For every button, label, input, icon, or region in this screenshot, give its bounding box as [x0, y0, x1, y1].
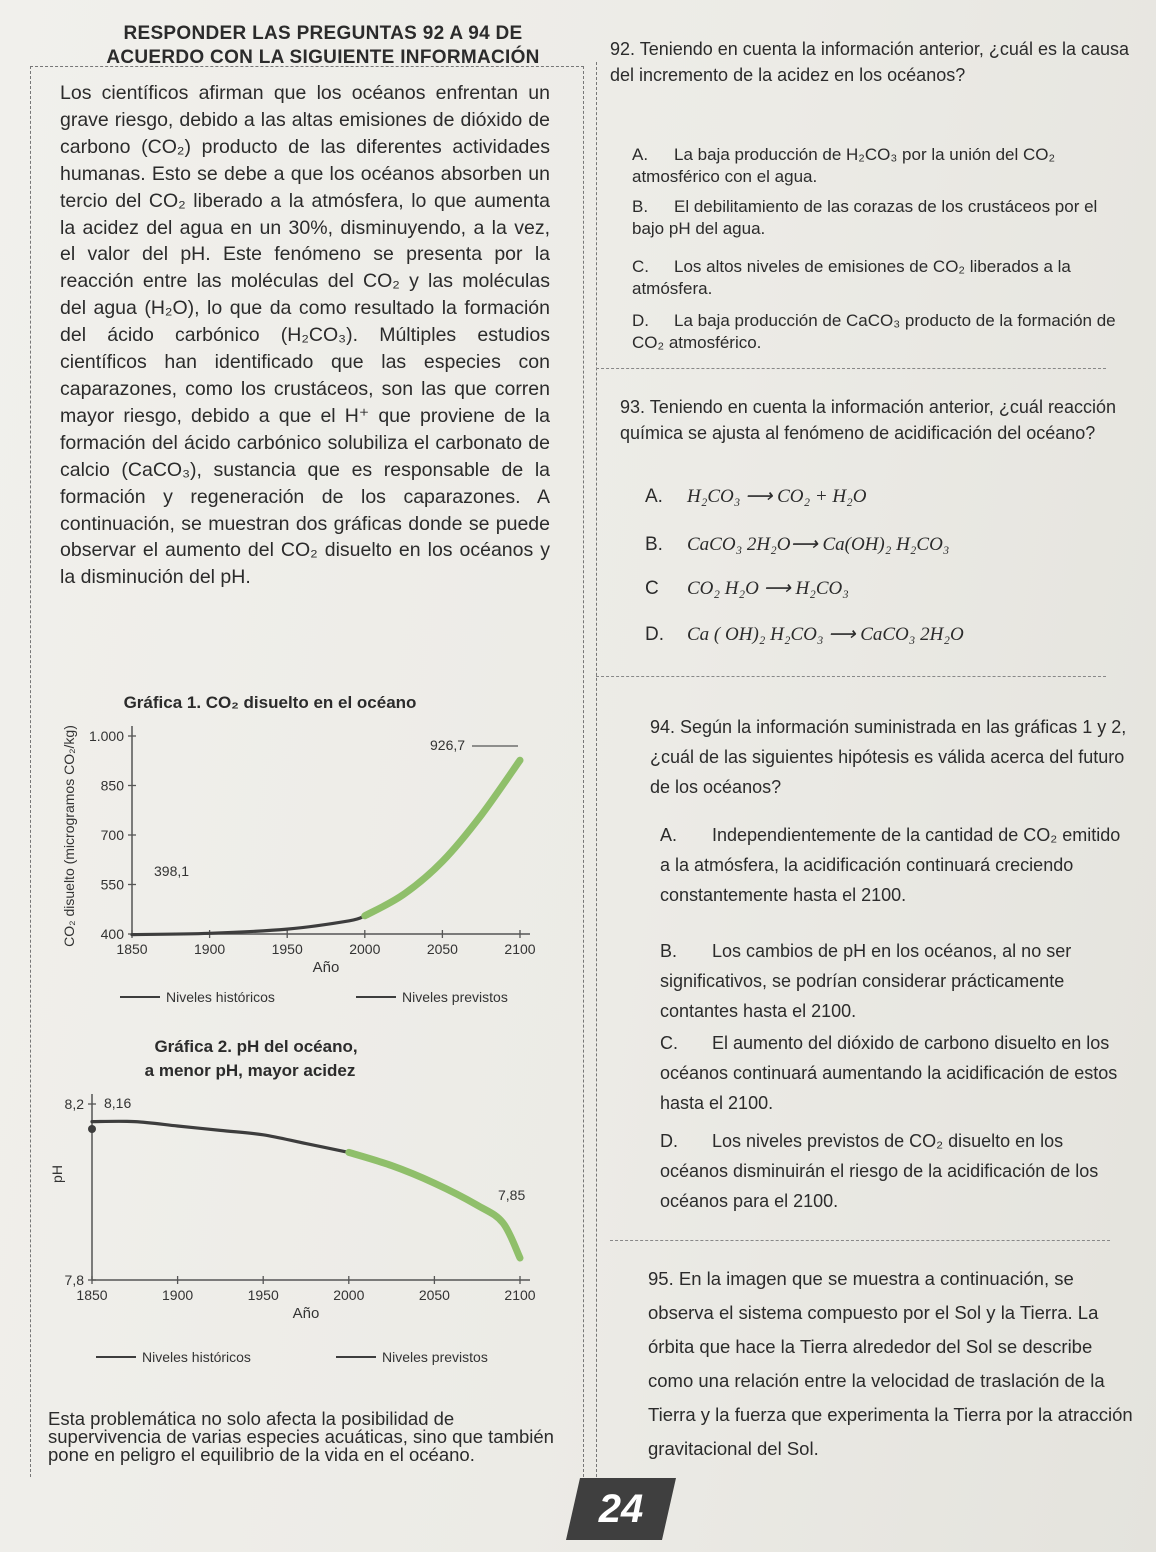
q93-option-d[interactable]: D. Ca ( OH)₂ H₂CO₃ ⟶ CaCO₃ 2H₂O [645, 624, 964, 645]
x-axis-label: Año [312, 959, 340, 976]
q93-option-a[interactable]: A. H₂CO₃ ⟶ CO₂ + H₂O [645, 486, 867, 507]
legend-label-projected: Niveles previstos [402, 989, 508, 1005]
chart-title: Gráfica 2. pH del océano, [154, 1037, 358, 1056]
legend-label-historical: Niveles históricos [142, 1349, 251, 1365]
separator [610, 1240, 1110, 1241]
y-axis-label: CO₂ disuelto (microgramos CO₂/kg) [61, 725, 77, 947]
x-tick-label: 2050 [426, 941, 458, 957]
x-tick-label: 1900 [162, 1287, 194, 1303]
y-tick-label: 1.000 [88, 728, 124, 744]
chart-ocean-ph [40, 1034, 560, 1374]
q94-option-c[interactable]: C. El aumento del dióxido de carbono disuelto en los océanos continuará aumentando la acidificación de estos hasta el 2100. [660, 1033, 1118, 1113]
chart-title-line2: a menor pH, mayor acidez [144, 1061, 356, 1080]
chart-title: Gráfica 1. CO₂ disuelto en el océano [123, 693, 417, 712]
y-tick-label: 400 [100, 926, 124, 942]
x-tick-label: 1950 [271, 941, 303, 957]
question-94-stem: 94. Según la información suministrada en las gráficas 1 y 2, ¿cuál de las siguientes hipótesis es válida acerca del futuro de los océanos? [650, 717, 1127, 797]
section-heading: RESPONDER LAS PREGUNTAS 92 A 94 DE ACUERDO CON LA SIGUIENTE INFORMACIÓN [106, 23, 540, 68]
y-tick-label: 700 [100, 827, 124, 843]
legend-label-historical: Niveles históricos [166, 989, 275, 1005]
x-tick-label: 2050 [418, 1287, 450, 1303]
y-tick-label: 850 [100, 777, 124, 794]
x-tick-label: 2100 [504, 1287, 536, 1303]
page-number: 24 [598, 1487, 644, 1531]
data-label: 398,1 [154, 863, 190, 879]
q93-option-c[interactable]: C CO₂ H₂O ⟶ H₂CO₃ [645, 578, 849, 599]
y-tick-label: 550 [100, 876, 124, 893]
data-label: 926,7 [430, 737, 466, 753]
q92-option-b[interactable]: B. El debilitamiento de las corazas de los crustáceos por el bajo pH del agua. [632, 197, 1098, 238]
data-marker [88, 1125, 96, 1133]
y-tick-label: 8,2 [64, 1096, 84, 1112]
series-line-projected [349, 1152, 520, 1258]
x-tick-label: 1900 [194, 941, 226, 957]
y-axis-label: pH [49, 1165, 65, 1183]
x-tick-label: 1950 [247, 1287, 279, 1303]
x-tick-label: 2000 [333, 1287, 365, 1303]
q94-option-a[interactable]: A. Independientemente de la cantidad de CO₂ emitido a la atmósfera, la acidificación continuará creciendo constantemente hasta el 2100. [660, 825, 1121, 905]
q92-option-c[interactable]: C. Los altos niveles de emisiones de CO₂ liberados a la atmósfera. [632, 257, 1071, 298]
data-label: 7,85 [498, 1187, 526, 1203]
x-tick-label: 1850 [76, 1287, 108, 1303]
series-line-historical [132, 916, 365, 935]
question-93-stem: 93. Teniendo en cuenta la información anterior, ¿cuál reacción química se ajusta al fenómeno de acidificación del océano? [620, 397, 1116, 443]
legend-label-projected: Niveles previstos [382, 1349, 488, 1365]
series-line-projected [365, 760, 520, 916]
x-tick-label: 2000 [349, 941, 381, 957]
closing-paragraph: Esta problemática no solo afecta la posibilidad de supervivencia de varias especies acuáticas, sino que también pone en peligro el equilibrio de la vida en el océano. [48, 1408, 554, 1465]
chart-co2-dissolved [50, 686, 560, 1016]
series-line-historical [92, 1121, 349, 1152]
question-92-stem: 92. Teniendo en cuenta la información anterior, ¿cuál es la causa del incremento de la acidez en los océanos? [610, 39, 1129, 85]
question-95-stem: 95. En la imagen que se muestra a continuación, se observa el sistema compuesto por el Sol y la Tierra. La órbita que hace la Tierra alrededor del Sol se describe como una relación entre la velocidad de traslación de la Tierra y la fuerza que experimenta la Tierra por la atracción gravitacional del Sol. [648, 1268, 1133, 1459]
separator [596, 368, 1106, 369]
y-tick-label: 7,8 [64, 1272, 84, 1288]
q93-option-b[interactable]: B. CaCO₃ 2H₂O⟶ Ca(OH)₂ H₂CO₃ [645, 534, 950, 555]
q94-option-d[interactable]: D. Los niveles previstos de CO₂ disuelto en los océanos disminuirán el riesgo de la acidificación de los océanos para el 2100. [660, 1131, 1099, 1211]
q92-option-a[interactable]: A. La baja producción de H₂CO₃ por la unión del CO₂ atmosférico con el agua. [632, 145, 1056, 186]
data-label: 8,16 [104, 1095, 132, 1111]
separator [596, 676, 1106, 677]
x-tick-label: 2100 [504, 941, 536, 957]
intro-paragraph: Los científicos afirman que los océanos enfrentan un grave riesgo, debido a las altas emisiones de dióxido de carbono (CO₂) producto de las diferentes actividades humanas. Esto se debe a que los océanos absorben un tercio del CO₂ liberado a la atmósfera, lo que aumenta la acidez del agua en un 30%, disminuyendo, a la vez, el valor del pH. Este fenómeno se presenta por la reacción entre las moléculas del CO₂ y las moléculas del agua (H₂O), lo que da como resultado la formación del ácido carbónico (H₂CO₃). Múltiples estudios científicos han identificado que las especies con caparazones, como los crustáceos, son las que corren mayor riesgo, debido a que el H⁺ que proviene de la formación del ácido carbónico solubiliza el carbonato de calcio (CaCO₃), sustancia que es responsable de la formación y regeneración de los caparazones. A continuación, se muestran dos gráficas donde se puede observar el aumento del CO₂ disuelto en los océanos y la disminución del pH. [60, 82, 550, 589]
q92-option-d[interactable]: D. La baja producción de CaCO₃ producto de la formación de CO₂ atmosférico. [632, 311, 1116, 352]
q94-option-b[interactable]: B. Los cambios de pH en los océanos, al no ser significativos, se podrían considerar prácticamente contantes hasta el 2100. [660, 941, 1072, 1021]
column-divider [596, 62, 597, 1482]
x-tick-label: 1850 [116, 941, 148, 957]
x-axis-label: Año [292, 1305, 320, 1322]
